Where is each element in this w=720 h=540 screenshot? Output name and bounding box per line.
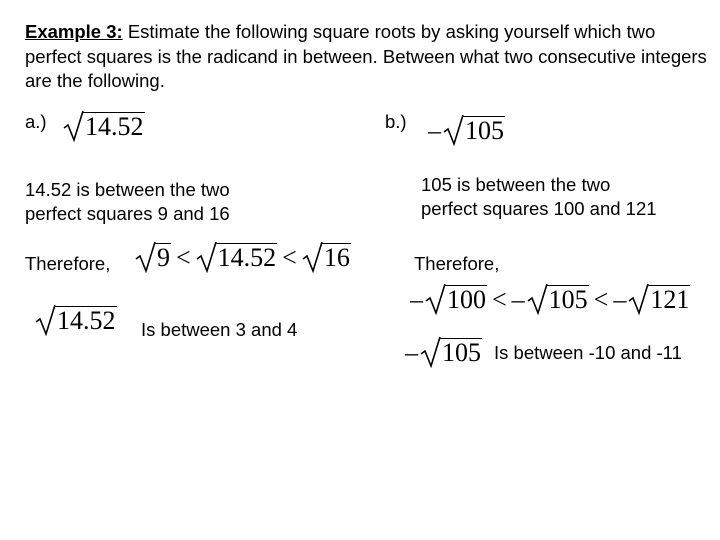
less-than-sign: < <box>176 243 191 272</box>
radicand: 105 <box>465 116 504 145</box>
minus-sign: – <box>405 338 418 367</box>
radicand: 100 <box>447 285 486 314</box>
sqrt-expression <box>628 285 690 315</box>
minus-sign: – <box>613 285 627 314</box>
radicand: 14.52 <box>85 112 144 141</box>
part-b-therefore: Therefore, <box>414 253 500 274</box>
minus-sign: – <box>428 116 441 145</box>
radicand: 105 <box>548 285 588 314</box>
radicand: 14.52 <box>217 243 277 272</box>
part-b-expression <box>428 116 505 146</box>
part-b-result-expression <box>405 338 482 368</box>
part-a-therefore: Therefore, <box>25 253 111 274</box>
part-b-inequality <box>410 285 690 315</box>
sqrt-expression <box>135 243 171 273</box>
radical-sign-icon <box>425 283 447 315</box>
less-than-sign: < <box>593 285 609 314</box>
part-b-explanation-line-2: perfect squares 100 and 121 <box>421 198 657 219</box>
example-heading <box>25 20 715 94</box>
radical-sign-icon <box>420 336 442 368</box>
sqrt-expression <box>420 338 482 368</box>
part-b-label: b.) <box>385 111 407 132</box>
less-than-sign: < <box>492 285 507 314</box>
sqrt-expression <box>63 112 145 142</box>
radicand: 14.52 <box>57 306 116 335</box>
radical-sign-icon <box>302 241 324 273</box>
less-than-sign: < <box>282 243 297 272</box>
part-b-explanation-line-1: 105 is between the two <box>421 174 611 195</box>
radical-sign-icon <box>35 304 57 336</box>
radical-sign-icon <box>63 110 85 142</box>
part-a-inequality <box>135 243 351 273</box>
sqrt-expression <box>302 243 351 273</box>
radical-sign-icon <box>135 241 157 273</box>
sqrt-expression <box>35 306 117 336</box>
radical-sign-icon <box>196 241 218 273</box>
sqrt-expression <box>527 285 589 315</box>
radical-sign-icon <box>443 114 465 146</box>
radical-sign-icon <box>628 283 650 315</box>
part-a-explanation-line-2: perfect squares 9 and 16 <box>25 203 230 224</box>
part-b-result-text: Is between -10 and -11 <box>494 342 682 363</box>
radicand: 121 <box>650 285 690 314</box>
radicand: 105 <box>442 338 481 367</box>
part-a-explanation-line-1: 14.52 is between the two <box>25 179 230 200</box>
example-instructions: Estimate the following square roots by asking yourself which two perfect squares is the radicand in between. Between what two consecutive integers are the following. <box>25 21 707 91</box>
part-a-result-text: Is between 3 and 4 <box>141 319 298 340</box>
sqrt-expression <box>196 243 278 273</box>
sqrt-expression <box>425 285 487 315</box>
radicand: 9 <box>157 243 170 272</box>
radicand: 16 <box>323 243 350 272</box>
example-label: Example 3: <box>25 21 123 42</box>
minus-sign: – <box>511 285 525 314</box>
part-a-label: a.) <box>25 111 47 132</box>
radical-sign-icon <box>527 283 549 315</box>
part-a-expression <box>63 112 145 142</box>
sqrt-expression <box>443 116 505 146</box>
minus-sign: – <box>410 285 423 314</box>
part-a-result-expression <box>35 306 117 336</box>
